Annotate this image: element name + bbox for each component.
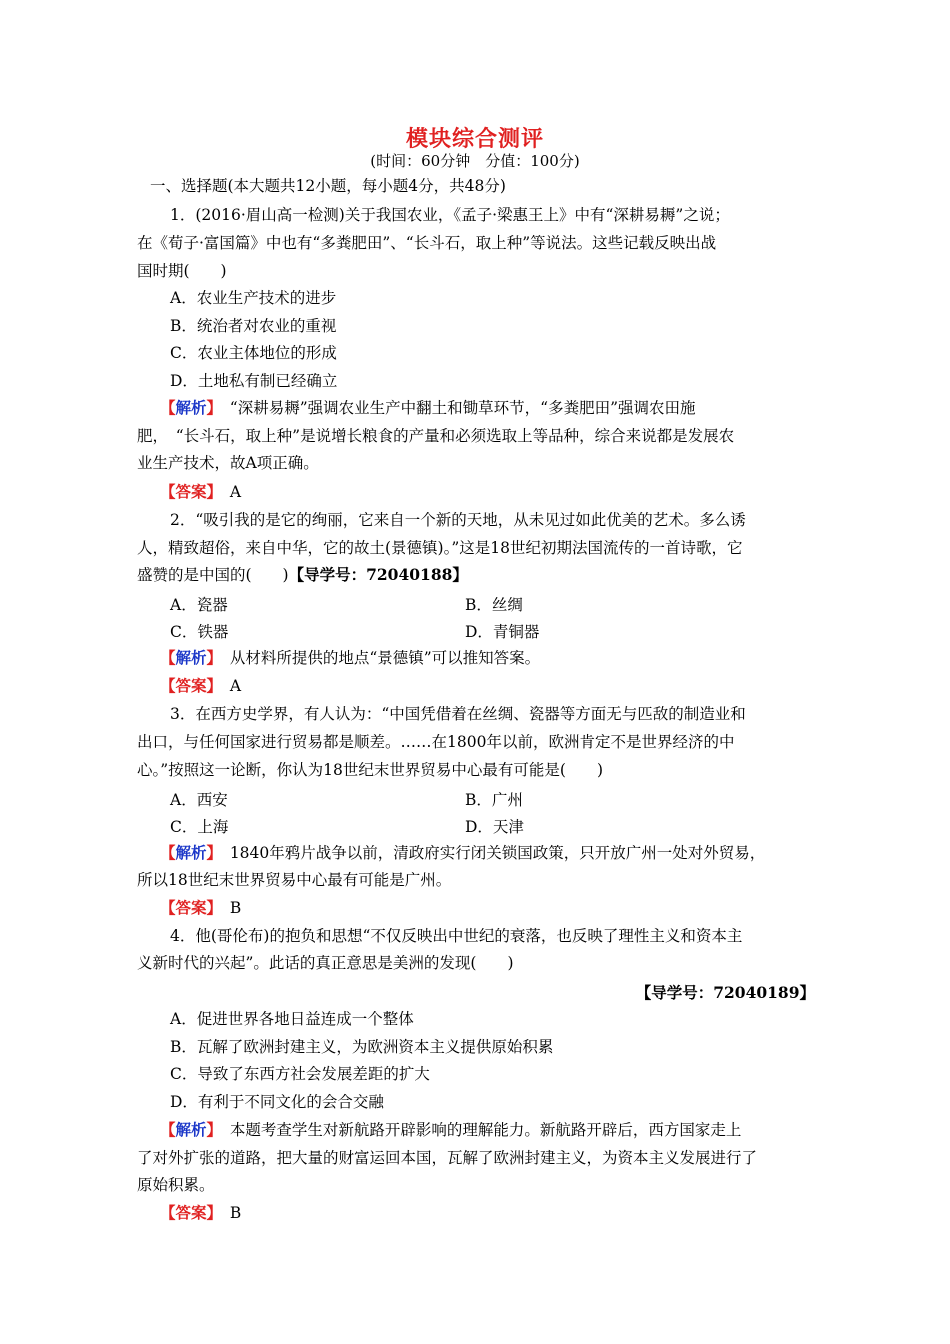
q1-answer: 【答案】 A bbox=[160, 482, 242, 501]
q1-option-d: D．土地私有制已经确立 bbox=[170, 372, 338, 390]
section-heading: 一、选择题(本大题共12小题，每小题4分，共48分) bbox=[150, 177, 506, 195]
q4-analysis-line-3: 原始积累。 bbox=[137, 1176, 215, 1194]
guide-number: 【导学号：72040188】 bbox=[288, 565, 468, 584]
analysis-label: 解析 bbox=[175, 398, 207, 417]
q2-option-d: D．青铜器 bbox=[465, 623, 540, 641]
q2-option-c: C．铁器 bbox=[170, 623, 229, 641]
q1-analysis-line-3: 业生产技术，故A项正确。 bbox=[137, 454, 319, 472]
q2-answer: 【答案】 A bbox=[160, 676, 242, 695]
q4-analysis-line-1: 【解析】 本题考查学生对新航路开辟影响的理解能力。新航路开辟后，西方国家走上 bbox=[160, 1120, 742, 1139]
q3-option-d: D．天津 bbox=[465, 818, 524, 836]
q2-option-a: A．瓷器 bbox=[170, 596, 228, 614]
q4-analysis-line-2: 了对外扩张的道路，把大量的财富运回本国，瓦解了欧洲封建主义，为资本主义发展进行了 bbox=[137, 1149, 758, 1167]
q3-option-c: C．上海 bbox=[170, 818, 229, 836]
q4-line-1: 4．他(哥伦布)的抱负和思想“不仅反映出中世纪的衰落，也反映了理性主义和资本主 bbox=[170, 927, 743, 945]
q1-option-b: B．统治者对农业的重视 bbox=[170, 317, 337, 335]
q2-line-1: 2．“吸引我的是它的绚丽，它来自一个新的天地，从未见过如此优美的艺术。多么诱 bbox=[170, 511, 746, 529]
q1-line-2: 在《荀子·富国篇》中也有“多粪肥田”、“长斗石，取上种”等说法。这些记载反映出战 bbox=[137, 234, 717, 252]
q3-analysis-line-1: 【解析】 1840年鸦片战争以前，清政府实行闭关锁国政策，只开放广州一处对外贸易， bbox=[160, 843, 766, 862]
q2-analysis: 【解析】 从材料所提供的地点“景德镇”可以推知答案。 bbox=[160, 648, 541, 667]
page-title: 模块综合测评 bbox=[405, 126, 544, 152]
q4-option-b: B．瓦解了欧洲封建主义，为欧洲资本主义提供原始积累 bbox=[170, 1038, 554, 1056]
q3-line-2: 出口，与任何国家进行贸易都是顺差。……在1800年以前，欧洲肯定不是世界经济的中 bbox=[137, 733, 735, 751]
q3-analysis-line-2: 所以18世纪末世界贸易中心最有可能是广州。 bbox=[137, 871, 452, 889]
q2-line-2: 人，精致超俗，来自中华，它的故土(景德镇)。”这是18世纪初期法国流传的一首诗歌，它 bbox=[137, 539, 743, 557]
q4-option-d: D．有利于不同文化的会合交融 bbox=[170, 1093, 384, 1111]
q4-option-c: C．导致了东西方社会发展差距的扩大 bbox=[170, 1065, 430, 1083]
q1-analysis-line-1: 【解析】 “深耕易耨”强调农业生产中翻土和锄草环节，“多粪肥田”强调农田施 bbox=[160, 398, 696, 417]
q3-line-1: 3．在西方史学界，有人认为：“中国凭借着在丝绸、瓷器等方面无与匹敌的制造业和 bbox=[170, 705, 746, 723]
q3-line-3: 心。”按照这一论断，你认为18世纪末世界贸易中心最有可能是( ) bbox=[137, 761, 603, 779]
q1-option-c: C．农业主体地位的形成 bbox=[170, 344, 337, 362]
q1-analysis-line-2: 肥， “长斗石，取上种”是说增长粮食的产量和必须选取上等品种，综合来说都是发展农 bbox=[137, 427, 735, 445]
q4-option-a: A．促进世界各地日益连成一个整体 bbox=[170, 1010, 414, 1028]
q4-answer: 【答案】 B bbox=[160, 1203, 242, 1222]
q2-option-b: B．丝绸 bbox=[465, 596, 523, 614]
q3-option-a: A．西安 bbox=[170, 791, 228, 809]
page-subtitle: (时间：60分钟 分值：100分) bbox=[370, 152, 580, 170]
q2-line-3: 盛赞的是中国的( )【导学号：72040188】 bbox=[137, 565, 468, 584]
q3-answer: 【答案】 B bbox=[160, 898, 242, 917]
q1-option-a: A．农业生产技术的进步 bbox=[170, 289, 337, 307]
q4-line-2: 义新时代的兴起”。此话的真正意思是美洲的发现( ) bbox=[137, 954, 514, 972]
q1-line-3: 国时期( ) bbox=[137, 262, 227, 280]
q3-option-b: B．广州 bbox=[465, 791, 523, 809]
q4-guide-number: 【导学号：72040189】 bbox=[635, 983, 815, 1002]
q1-line-1: 1．(2016·眉山高一检测)关于我国农业，《孟子·梁惠王上》中有“深耕易耨”之说； bbox=[170, 206, 730, 224]
answer-label: 答案 bbox=[175, 482, 207, 501]
